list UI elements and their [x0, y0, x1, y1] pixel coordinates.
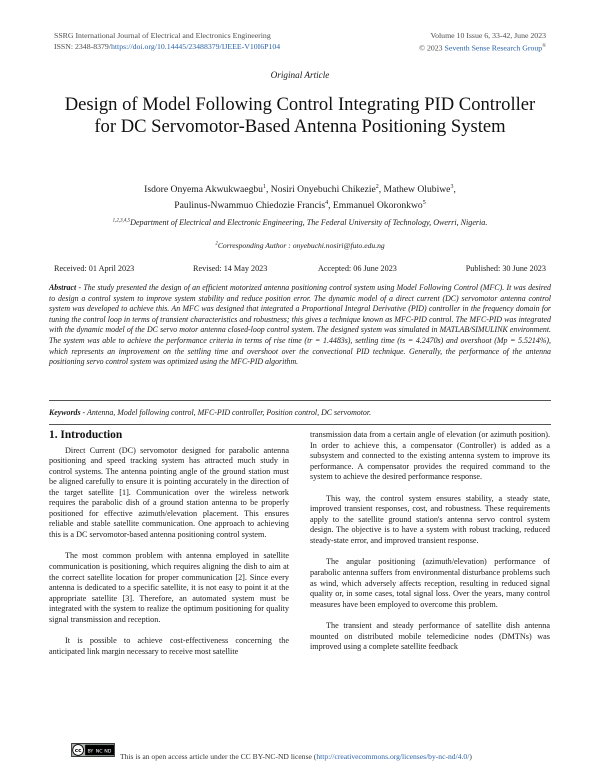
author-sup: 4 — [325, 199, 329, 206]
received-date: Received: 01 April 2023 — [54, 264, 135, 273]
author-name: Mathew Olubiwe — [383, 184, 451, 196]
author-list: Isdore Onyema Akwukwaegbu$^1$, Nosiri Onyebuchi Chikezie$^2$, Mathew Olubiwe$^3$, Paulinus-Nwammuo Chiedozie Francis$^4$, Emmanuel Okoronkwo$^5$ — [144, 184, 456, 211]
paper-title: Design of Model Following Control Integrating PID Controller for DC Servomotor-Based Antenna Positioning System — [64, 94, 536, 137]
right-column — [310, 430, 550, 664]
affiliation — [60, 218, 540, 227]
cc-badge-text: cc — [74, 748, 82, 755]
nc-badge-text: NC — [95, 749, 103, 755]
author-name: Paulinus-Nwammuo Chiedozie Francis — [174, 199, 326, 211]
section-heading: 1. Introduction — [49, 429, 123, 441]
doi-link[interactable]: https://doi.org/10.14445/23488379/IJEEE-V10I6P104 — [110, 41, 281, 51]
by-badge-text: BY — [87, 749, 94, 755]
paragraph: The angular positioning (azimuth/elevation) performance of parabolic antenna suffers from environmental disturbance problems such as wind, which adversely affects reception, resulting in reduced signal quality or, in some cases, total signal loss. Over the years, many control measures have been employed to overcome this problem. — [310, 557, 550, 609]
paragraph: The most common problem with antenna employed in satellite communication is positioning, which requires aligning the dish to aim at the correct satellite location for proper communication [2]. Since every antenna is dedicated to a specific satellite, it is not easy to point it at the appropriate satellite [3]. Therefore, an automated system must be integrated with the system to realize the optimum positioning for quality signal transmission and reception. — [49, 551, 289, 624]
accepted-date: Accepted: 06 June 2023 — [318, 264, 397, 273]
paragraph: This way, the control system ensures stability, a steady state, improved transient responses, cost, and robustness. These requirements apply to the satellite ground station's antenna servo control system design. The objective is to have a system with robust tracking, reduced steady-state error, and improved transient response. — [310, 493, 550, 545]
corresponding-author — [60, 241, 540, 250]
paragraph: Direct Current (DC) servomotor designed for parabolic antenna positioning and speed tracking system has attracted much study in control systems. The antenna pointing angle of the ground station must be aligned carefully to ensure it is pointing accurately in the direction of the target satellite [1]. Communication over the wireless network requires the parabolic dish of a ground station antenna to be properly positioned for effective azimuth/elevation placement. This ensures reliable and stable satellite communication. One approach to achieving this is a DC servomotor-based antenna positioning control system. — [49, 445, 289, 539]
affiliation-sup: 1,2,3,4,5 — [112, 218, 131, 224]
article-type: Original Article — [270, 70, 330, 80]
paragraph: The transient and steady performance of satellite dish antenna mounted on distributed mobile telemedicine nodes (DMTNs) was improved using a complete satellite feedback — [310, 621, 550, 652]
corresponding-sup: 2 — [215, 241, 218, 247]
paragraph: It is possible to achieve cost-effectiveness concerning the anticipated link margin necessary to receive most satellite — [49, 636, 289, 656]
journal-name: SSRG International Journal of Electrical and Electronics Engineering — [54, 31, 271, 40]
published-date: Published: 30 June 2023 — [465, 264, 546, 273]
publisher-link[interactable]: Seventh Sense Research Group — [444, 43, 543, 53]
left-column — [49, 430, 289, 668]
nd-badge-text: ND — [104, 749, 112, 755]
volume-info: Volume 10 Issue 6, 33-42, June 2023 — [430, 31, 546, 40]
issn: ISSN: 2348-8379/ — [54, 41, 111, 51]
abstract-label: Abstract - — [49, 283, 84, 292]
author-name: Nosiri Onyebuchi Chikezie — [270, 184, 376, 196]
abstract — [49, 283, 551, 368]
author-sup: 3 — [450, 184, 454, 190]
registered-mark: ® — [542, 43, 546, 49]
author-sup: 5 — [422, 199, 426, 206]
author-name: Emmanuel Okoronkwo — [332, 199, 423, 211]
keywords — [49, 408, 551, 417]
corresponding-text: Corresponding Author : onyebuchi.nosiri@futo.edu.ng — [217, 241, 385, 250]
cc-license-icon — [68, 743, 118, 757]
revised-date: Revised: 14 May 2023 — [193, 264, 268, 273]
divider — [49, 424, 551, 425]
journal-header-left — [54, 31, 280, 52]
copyright: © 2023 — [419, 43, 445, 53]
keywords-label: Keywords — [49, 408, 81, 417]
journal-header-right — [419, 31, 546, 54]
abstract-text: The study presented the design of an efficient motorized antenna positioning control system using Model Following Control (MFC). It was desired to design a control system to improve system stability and reduce position error. The dynamic model of a direct current (DC) servomotor antenna control system was developed to achieve this. An MFC was designed that integrated a Proportional Integral Derivative (PID) controller in the frequency domain for tuning the control loop in terms of transient characteristics and robustness; this gives a technique known as MFC-PID control. The MFC-PID was integrated with the dynamic model of the DC servo motor antenna closed-loop control system. The designed system was simulated in MATLAB/SIMULINK environment. The system was able to achieve the performance criteria in terms of rise time (tr = 1.4483s), settling time (ts = 4.2470s) and overshoot (Mp = 5.5214%), which represents an improvement on the settling time and overshoot over the convectional PID technique. Generally, the performance of the antenna positioning servo control system was optimized using the MFC-PID algorithm. — [49, 283, 552, 367]
author-name: Isdore Onyema Akwukwaegbu — [144, 184, 263, 196]
license-text: This is an open access article under the CC BY-NC-ND license ( — [120, 752, 317, 761]
author-sup: 1 — [262, 184, 266, 190]
license-link[interactable]: http://creativecommons.org/licenses/by-nc-nd/4.0/ — [316, 752, 470, 761]
divider — [49, 400, 551, 401]
author-sup: 2 — [375, 184, 379, 190]
keywords-text: - Antenna, Model following control, MFC-PID controller, Position control, DC servomotor. — [80, 408, 372, 417]
paragraph: transmission data from a certain angle of elevation (or azimuth position). In order to achieve this, a compensator (Controller) is added as a subsystem and connected to the existing antenna system to improve its performance. A compensator provides the required command to the system to achieve the desired performance response. — [310, 430, 550, 482]
affiliation-text: Department of Electrical and Electronic Engineering, The Federal University of Technology, Owerri, Nigeria. — [130, 218, 488, 227]
